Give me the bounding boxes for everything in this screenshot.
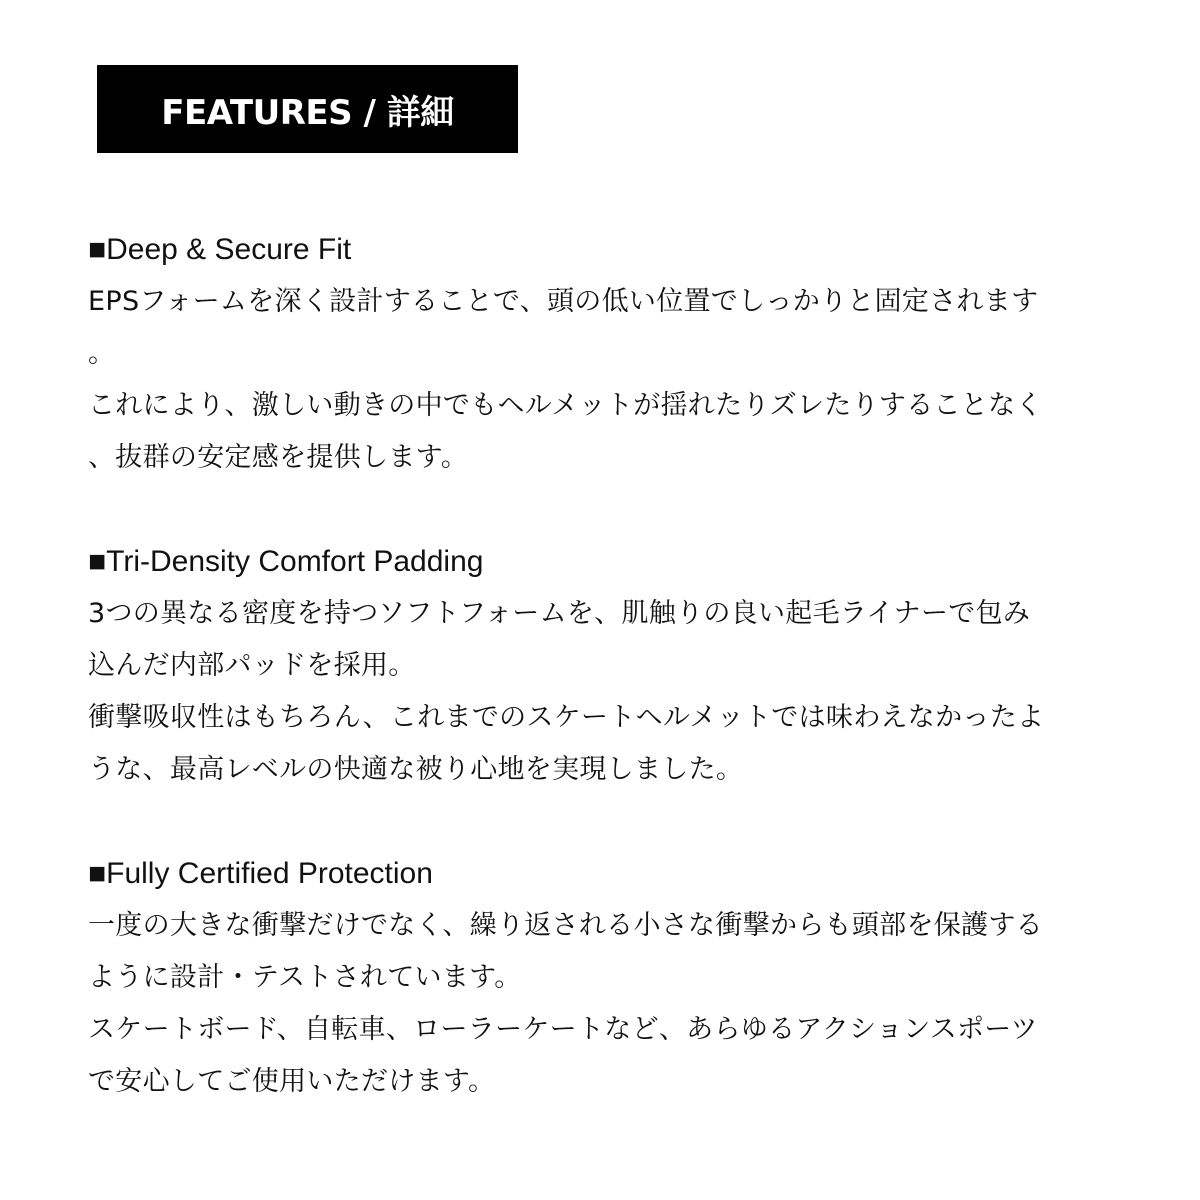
feature-section-deep-secure-fit [88,224,1118,484]
section-heading: ■Tri-Density Comfort Padding [88,545,484,578]
section-text-line: うな、最高レベルの快適な被り心地を実現しました。 [88,754,744,785]
feature-section-tri-density-padding [88,536,1118,796]
section-text-line: で安心してご使用いただけます。 [88,1066,496,1097]
page-title: FEATURES / 詳細 [161,92,454,133]
section-text-line: スケートボード、自転車、ローラーケートなど、あらゆるアクションスポーツ [88,1014,1038,1045]
section-text-line: EPSフォームを深く設計することで、頭の低い位置でしっかりと固定されます [88,286,1039,317]
section-text-line: ように設計・テストされています。 [88,962,522,993]
section-text-line: 込んだ内部パッドを採用。 [88,650,416,681]
section-text-line: 一度の大きな衝撃だけでなく、繰り返される小さな衝撃からも頭部を保護する [88,910,1043,941]
section-text-line: 。 [88,338,116,369]
section-text-line: 、抜群の安定感を提供します。 [88,442,469,473]
section-text-line: これにより、激しい動きの中でもヘルメットが揺れたりズレたりすることなく [88,390,1043,421]
features-header-banner [97,65,518,153]
feature-section-certified-protection [88,848,1118,1108]
section-text-line: 衝撃吸収性はもちろん、これまでのスケートヘルメットでは味わえなかったよ [88,702,1045,733]
section-heading: ■Deep & Secure Fit [88,233,352,266]
section-text-line: 3つの異なる密度を持つソフトフォームを、肌触りの良い起毛ライナーで包み [88,598,1031,629]
section-heading: ■Fully Certified Protection [88,857,433,890]
